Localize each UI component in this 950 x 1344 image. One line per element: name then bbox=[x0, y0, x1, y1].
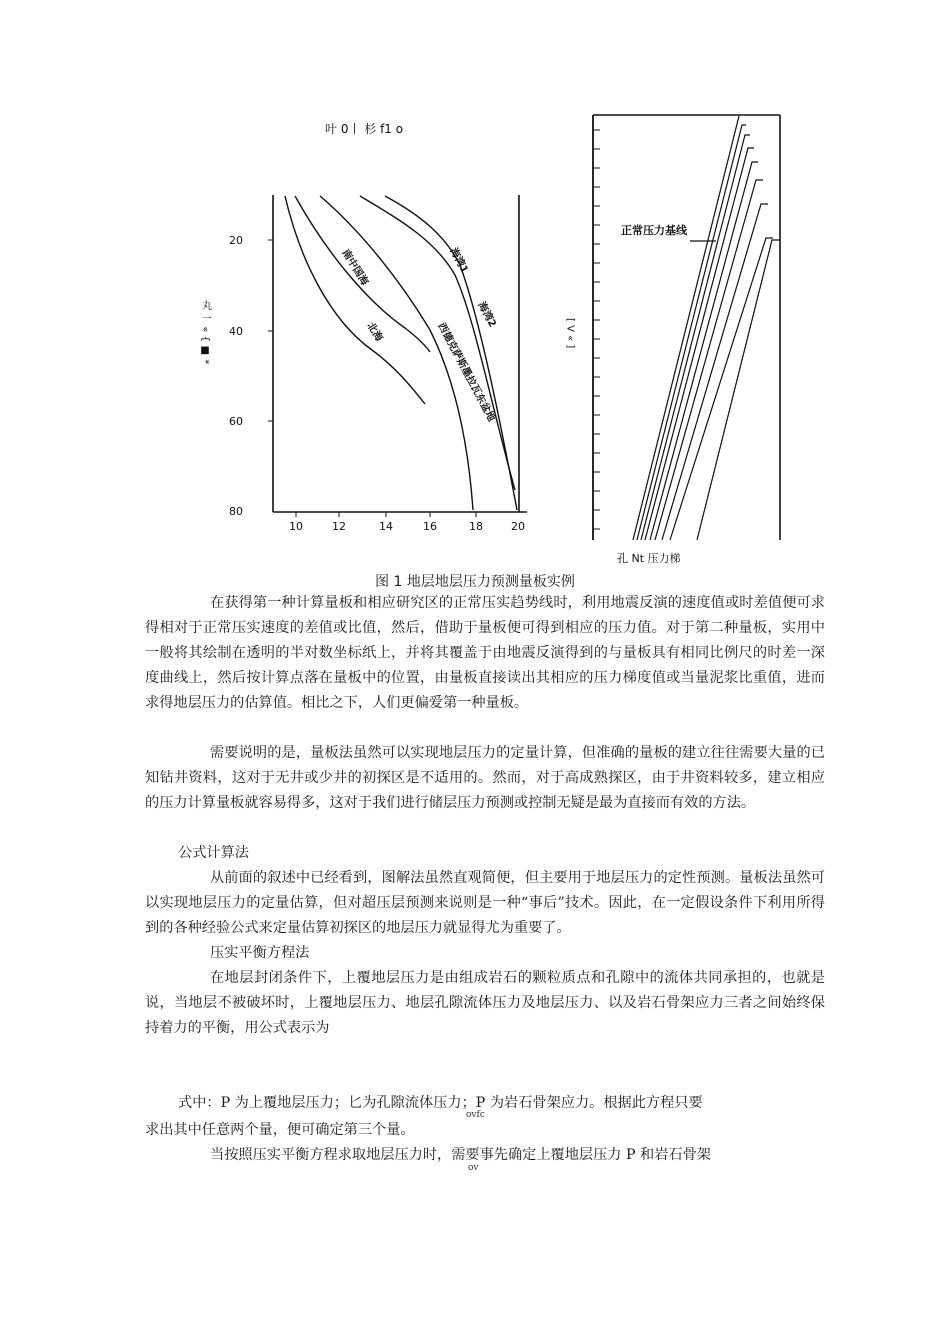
left-y-axis-label: 丸 一 « { ■ * bbox=[199, 300, 211, 365]
right-x-label: 孔 Nt 压力梯 bbox=[617, 552, 681, 565]
formula-note-cont: 求出其中任意两个量，便可确定第三个量。 bbox=[145, 1122, 415, 1138]
baseline-annotation: 正常压力基线 bbox=[621, 224, 687, 237]
x-tick: 12 bbox=[332, 520, 346, 533]
figure-caption: 图 1 地层地层压力预测量板实例 bbox=[375, 574, 575, 590]
x-tick: 20 bbox=[511, 520, 525, 533]
right-chart bbox=[565, 115, 781, 565]
curve-label: 西德克萨斯墨拉瓦东盆地 bbox=[435, 321, 497, 424]
curve-beihai bbox=[285, 196, 425, 404]
right-y-axis-label: [ V « ] bbox=[564, 318, 576, 349]
curve-haiwan2 bbox=[360, 196, 515, 490]
y-tick: 40 bbox=[229, 325, 243, 338]
subscript: ov bbox=[468, 1163, 479, 1173]
curve-label: 北海 bbox=[364, 320, 385, 344]
y-tick: 60 bbox=[229, 415, 243, 428]
subscript: ovfc bbox=[466, 1110, 485, 1120]
y-tick: 20 bbox=[229, 234, 243, 247]
curve-label: 南中国海 bbox=[339, 247, 370, 288]
figure bbox=[0, 0, 950, 565]
x-tick: 14 bbox=[379, 520, 393, 533]
paragraph: 在地层封闭条件下，上覆地层压力是由组成岩石的颗粒质点和孔隙中的流体共同承担的，也就是说，当地层不被破坏时，上覆地层压力、地层孔隙流体压力及地层压力、以及岩石骨架应力三者之间始终保持着力的平衡，用公式表示为 bbox=[145, 970, 825, 1036]
formula-note: 式中：P 为上覆地层压力；匕为孔隙流体压力；P 为岩石骨架应力。根据此方程只要 bbox=[178, 1095, 703, 1111]
curve-label: 海湾1 bbox=[447, 246, 470, 276]
paragraph: 需要说明的是，量板法虽然可以实现地层压力的定量计算，但准确的量板的建立往往需要大量的已知钻井资料，这对于无井或少井的初探区是不适用的。然而，对于高成熟探区，由于井资料较多，建立相应的压力计算量板就容易得多，这对于我们进行储层压力预测或控制无疑是最为直接而有效的方法。 bbox=[145, 745, 825, 811]
left-chart bbox=[200, 121, 528, 533]
curve-label: 海湾2 bbox=[475, 300, 498, 330]
x-tick: 16 bbox=[423, 520, 437, 533]
paragraph: 从前面的叙述中已经看到，图解法虽然直观简便，但主要用于地层压力的定性预测。量板法虽然可以实现地层压力的定量估算，但对超压层预测来说则是一种“事后”技术。因此，在一定假设条件下利用所得到的各种经验公式来定量估算初探区的地层压力就显得尤为重要了。 bbox=[145, 870, 825, 936]
x-tick: 10 bbox=[289, 520, 303, 533]
section-heading: 公式计算法 bbox=[178, 845, 249, 861]
left-chart-top-label: 叶 0丨 杉 f1 o bbox=[325, 122, 404, 136]
x-tick: 18 bbox=[469, 520, 483, 533]
paragraph-last: 当按照压实平衡方程求取地层压力时，需要事先确定上覆地层压力 P 和岩石骨架 bbox=[210, 1147, 711, 1163]
paragraph: 在获得第一种计算量板和相应研究区的正常压实趋势线时，利用地震反演的速度值或时差值便可求得相对于正常压实速度的差值或比值，然后，借助于量板便可得到相应的压力值。对于第二种量板，实用中一般将其绘制在透明的半对数坐标纸上，并将其覆盖于由地震反演得到的与量板具有相同比例尺的时差一深度曲线上，然后按计算点落在量板中的位置，由量板直接读出其相应的压力梯度值或当量泥浆比重值，进而求得地层压力的估算值。相比之下，人们更偏爱第一种量板。 bbox=[145, 595, 825, 711]
y-tick: 80 bbox=[229, 505, 243, 518]
subsection-heading: 压实平衡方程法 bbox=[210, 945, 310, 961]
